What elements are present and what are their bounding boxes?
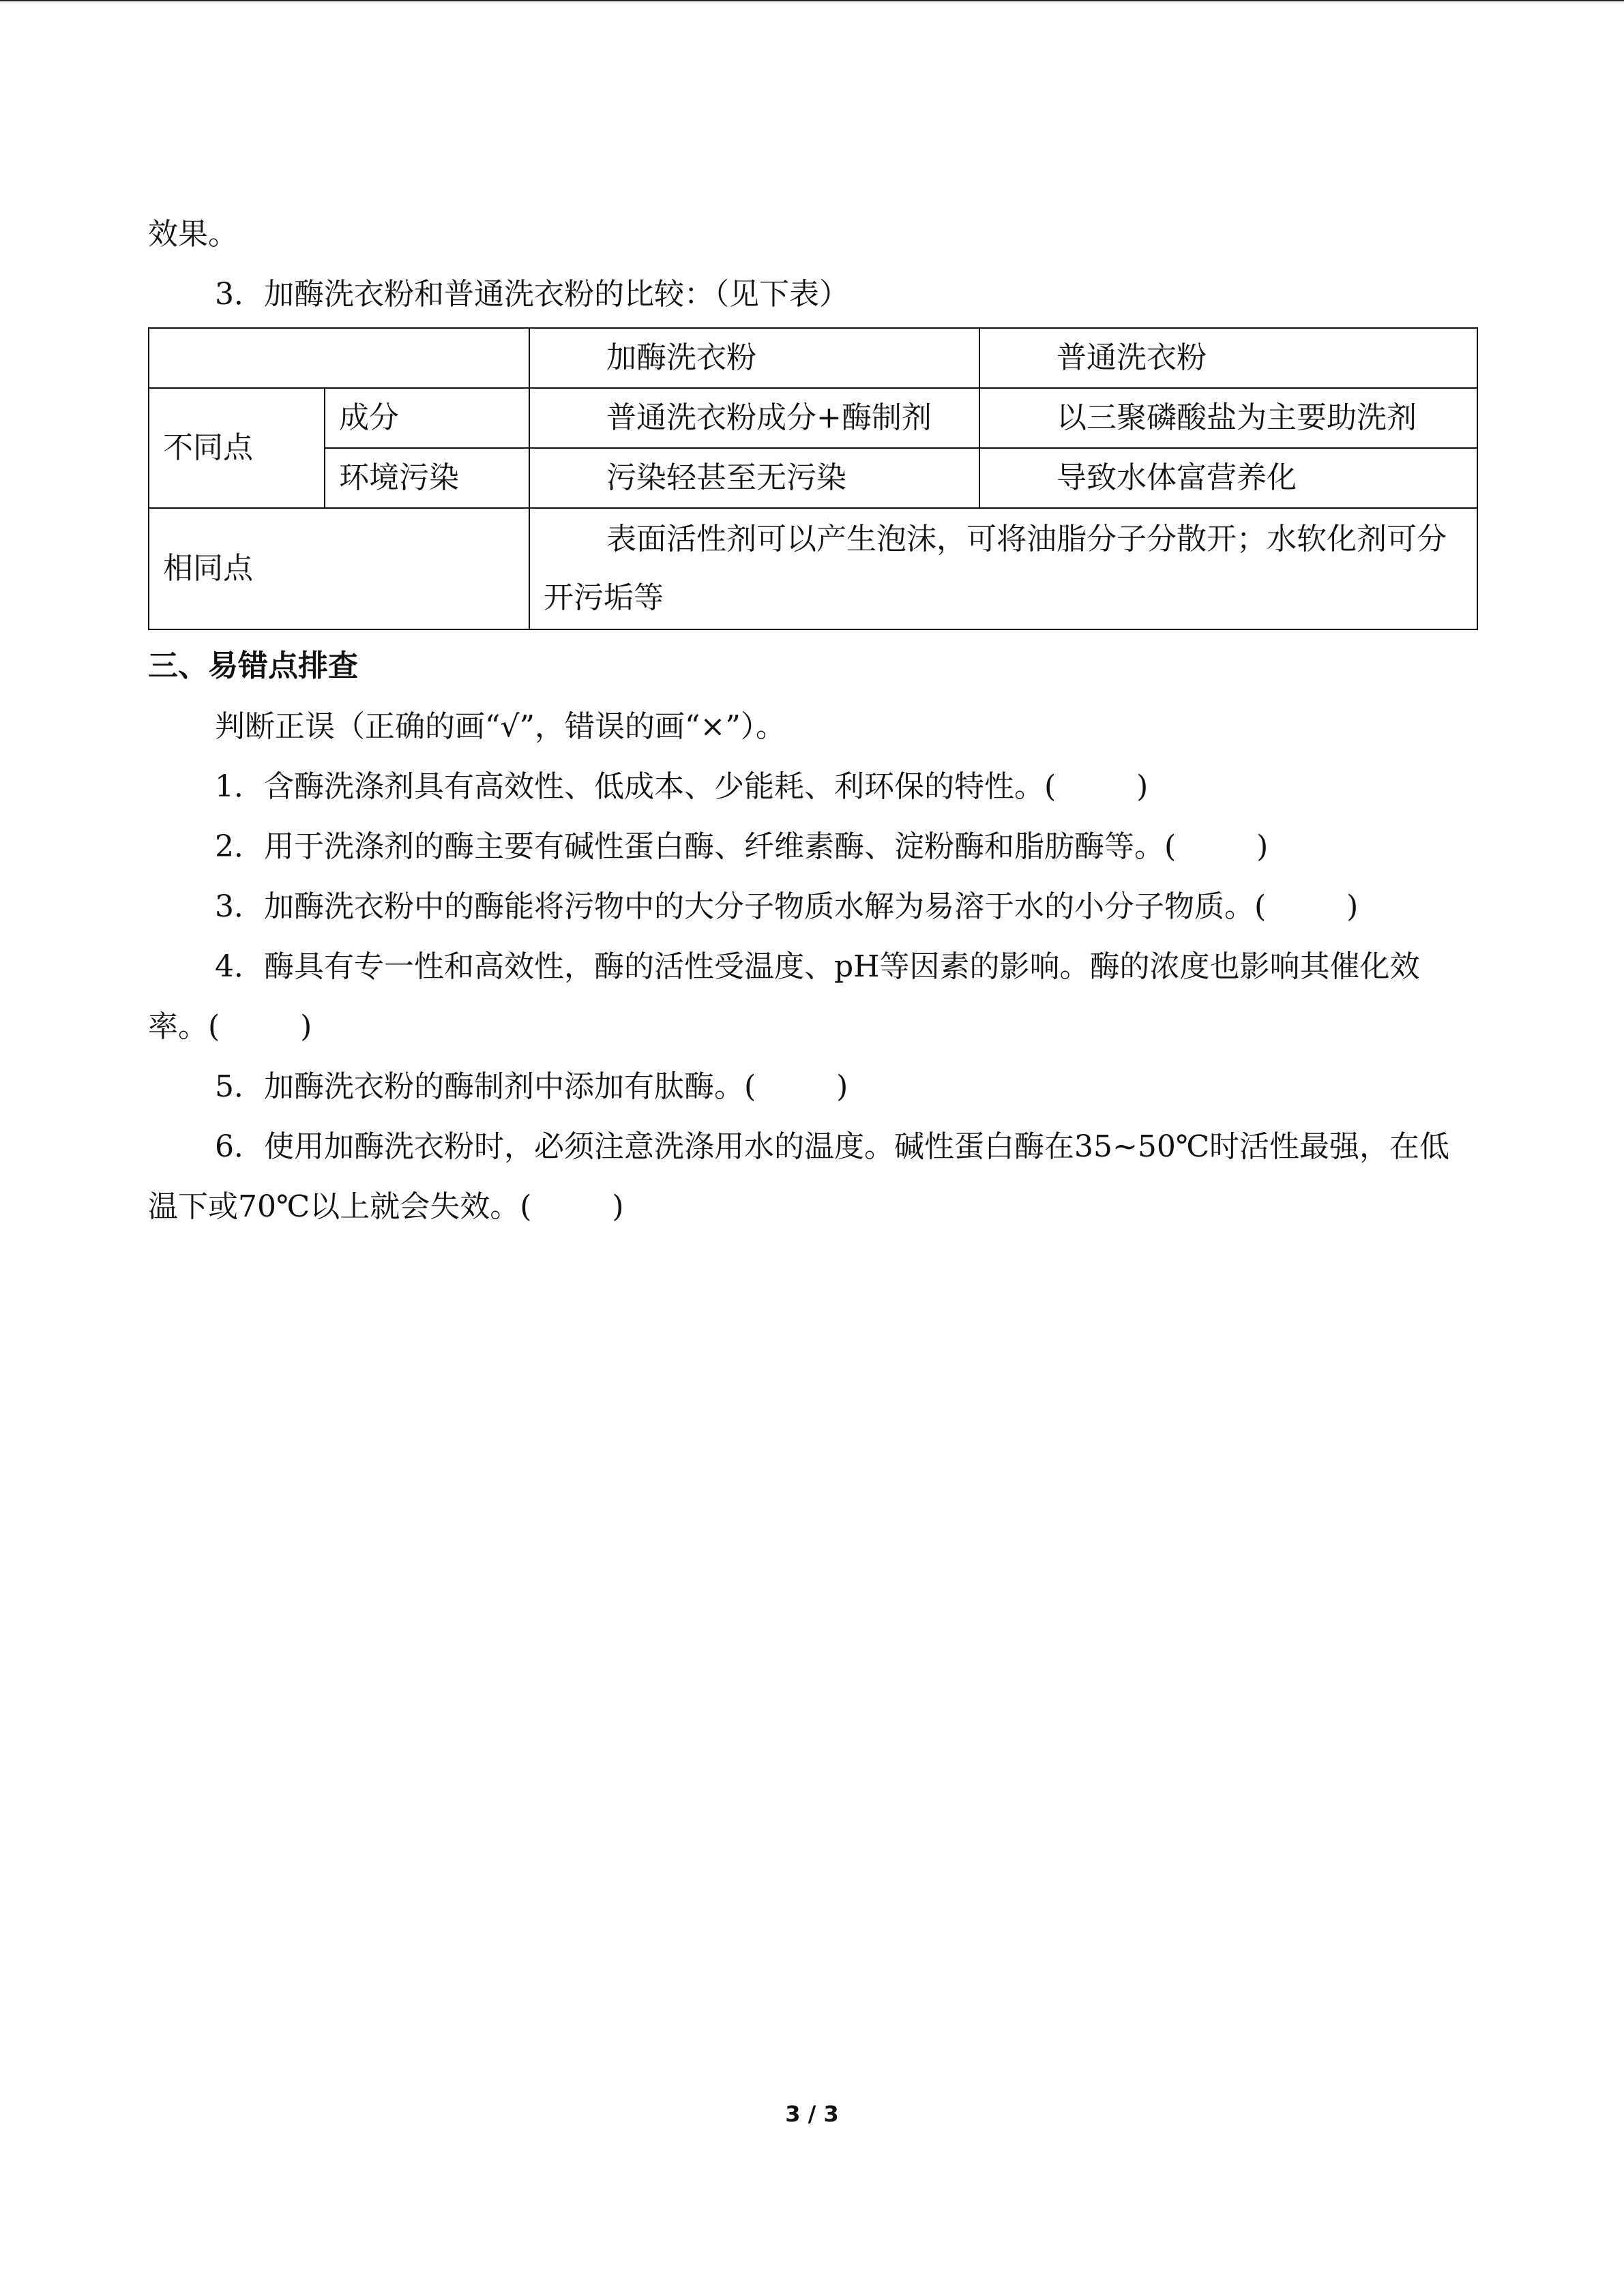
table-row (149, 448, 1477, 508)
table-diff-label: 不同点 (149, 388, 325, 508)
table-cell-enzyme: 污染轻甚至无污染 (529, 448, 979, 508)
instruction-text: 判断正误（正确的画“√”，错误的画“×”）。 (215, 709, 786, 744)
table-cell-regular: 导致水体富营养化 (979, 448, 1477, 508)
table-row (149, 508, 1477, 629)
question-close-paren: ) (300, 1009, 312, 1044)
question-close-paren: ) (1256, 829, 1269, 864)
question-text: 6．使用加酶洗衣粉时，必须注意洗涤用水的温度。碱性蛋白酶在35~50℃时活性最强，在低温下或70℃以上就会失效。( (148, 1129, 1450, 1224)
table-cell-regular: 以三聚磷酸盐为主要助洗剂 (979, 388, 1477, 448)
table-header-regular: 普通洗衣粉 (979, 328, 1477, 388)
table-same-label: 相同点 (149, 508, 529, 629)
comparison-title: 3．加酶洗衣粉和普通洗衣粉的比较：（见下表） (215, 277, 849, 312)
table-header-row (149, 328, 1477, 388)
table-cell-enzyme: 普通洗衣粉成分+酶制剂 (529, 388, 979, 448)
question-text: 3．加酶洗衣粉中的酶能将污物中的大分子物质水解为易溶于水的小分子物质。( (215, 889, 1267, 924)
intro-tail-text: 效果。 (148, 217, 238, 252)
page-number: 3 / 3 (785, 2101, 839, 2127)
comparison-table (148, 327, 1478, 630)
list-item (148, 1117, 1476, 1237)
table-row-label: 成分 (325, 388, 529, 448)
list-item (148, 937, 1476, 1057)
table-same-cell (529, 508, 1477, 629)
table-row (149, 388, 1477, 448)
question-text: 4．酶具有专一性和高效性，酶的活性受温度、pH等因素的影响。酶的浓度也影响其催化效率。( (148, 949, 1420, 1044)
question-text: 5．加酶洗衣粉的酶制剂中添加有肽酶。( (215, 1069, 756, 1104)
question-close-paren: ) (612, 1189, 624, 1224)
list-item (148, 877, 1476, 937)
table-same-text: 表面活性剂可以产生泡沫，可将油脂分子分散开；水软化剂可分开污垢等 (544, 522, 1447, 615)
table-row-label: 环境污染 (325, 448, 529, 508)
list-item (148, 757, 1476, 817)
table-header-blank (149, 328, 529, 388)
section-heading: 三、易错点排查 (148, 648, 358, 683)
table-header-enzyme: 加酶洗衣粉 (529, 328, 979, 388)
question-close-paren: ) (1346, 889, 1359, 924)
list-item (148, 1057, 1476, 1117)
document-body (148, 205, 1476, 1237)
question-text: 2．用于洗涤剂的酶主要有碱性蛋白酶、纤维素酶、淀粉酶和脂肪酶等。( (215, 829, 1177, 864)
list-item (148, 817, 1476, 877)
top-border-line (0, 0, 1624, 1)
question-close-paren: ) (836, 1069, 848, 1104)
question-text: 1．含酶洗涤剂具有高效性、低成本、少能耗、利环保的特性。( (215, 769, 1057, 804)
question-close-paren: ) (1136, 769, 1149, 804)
